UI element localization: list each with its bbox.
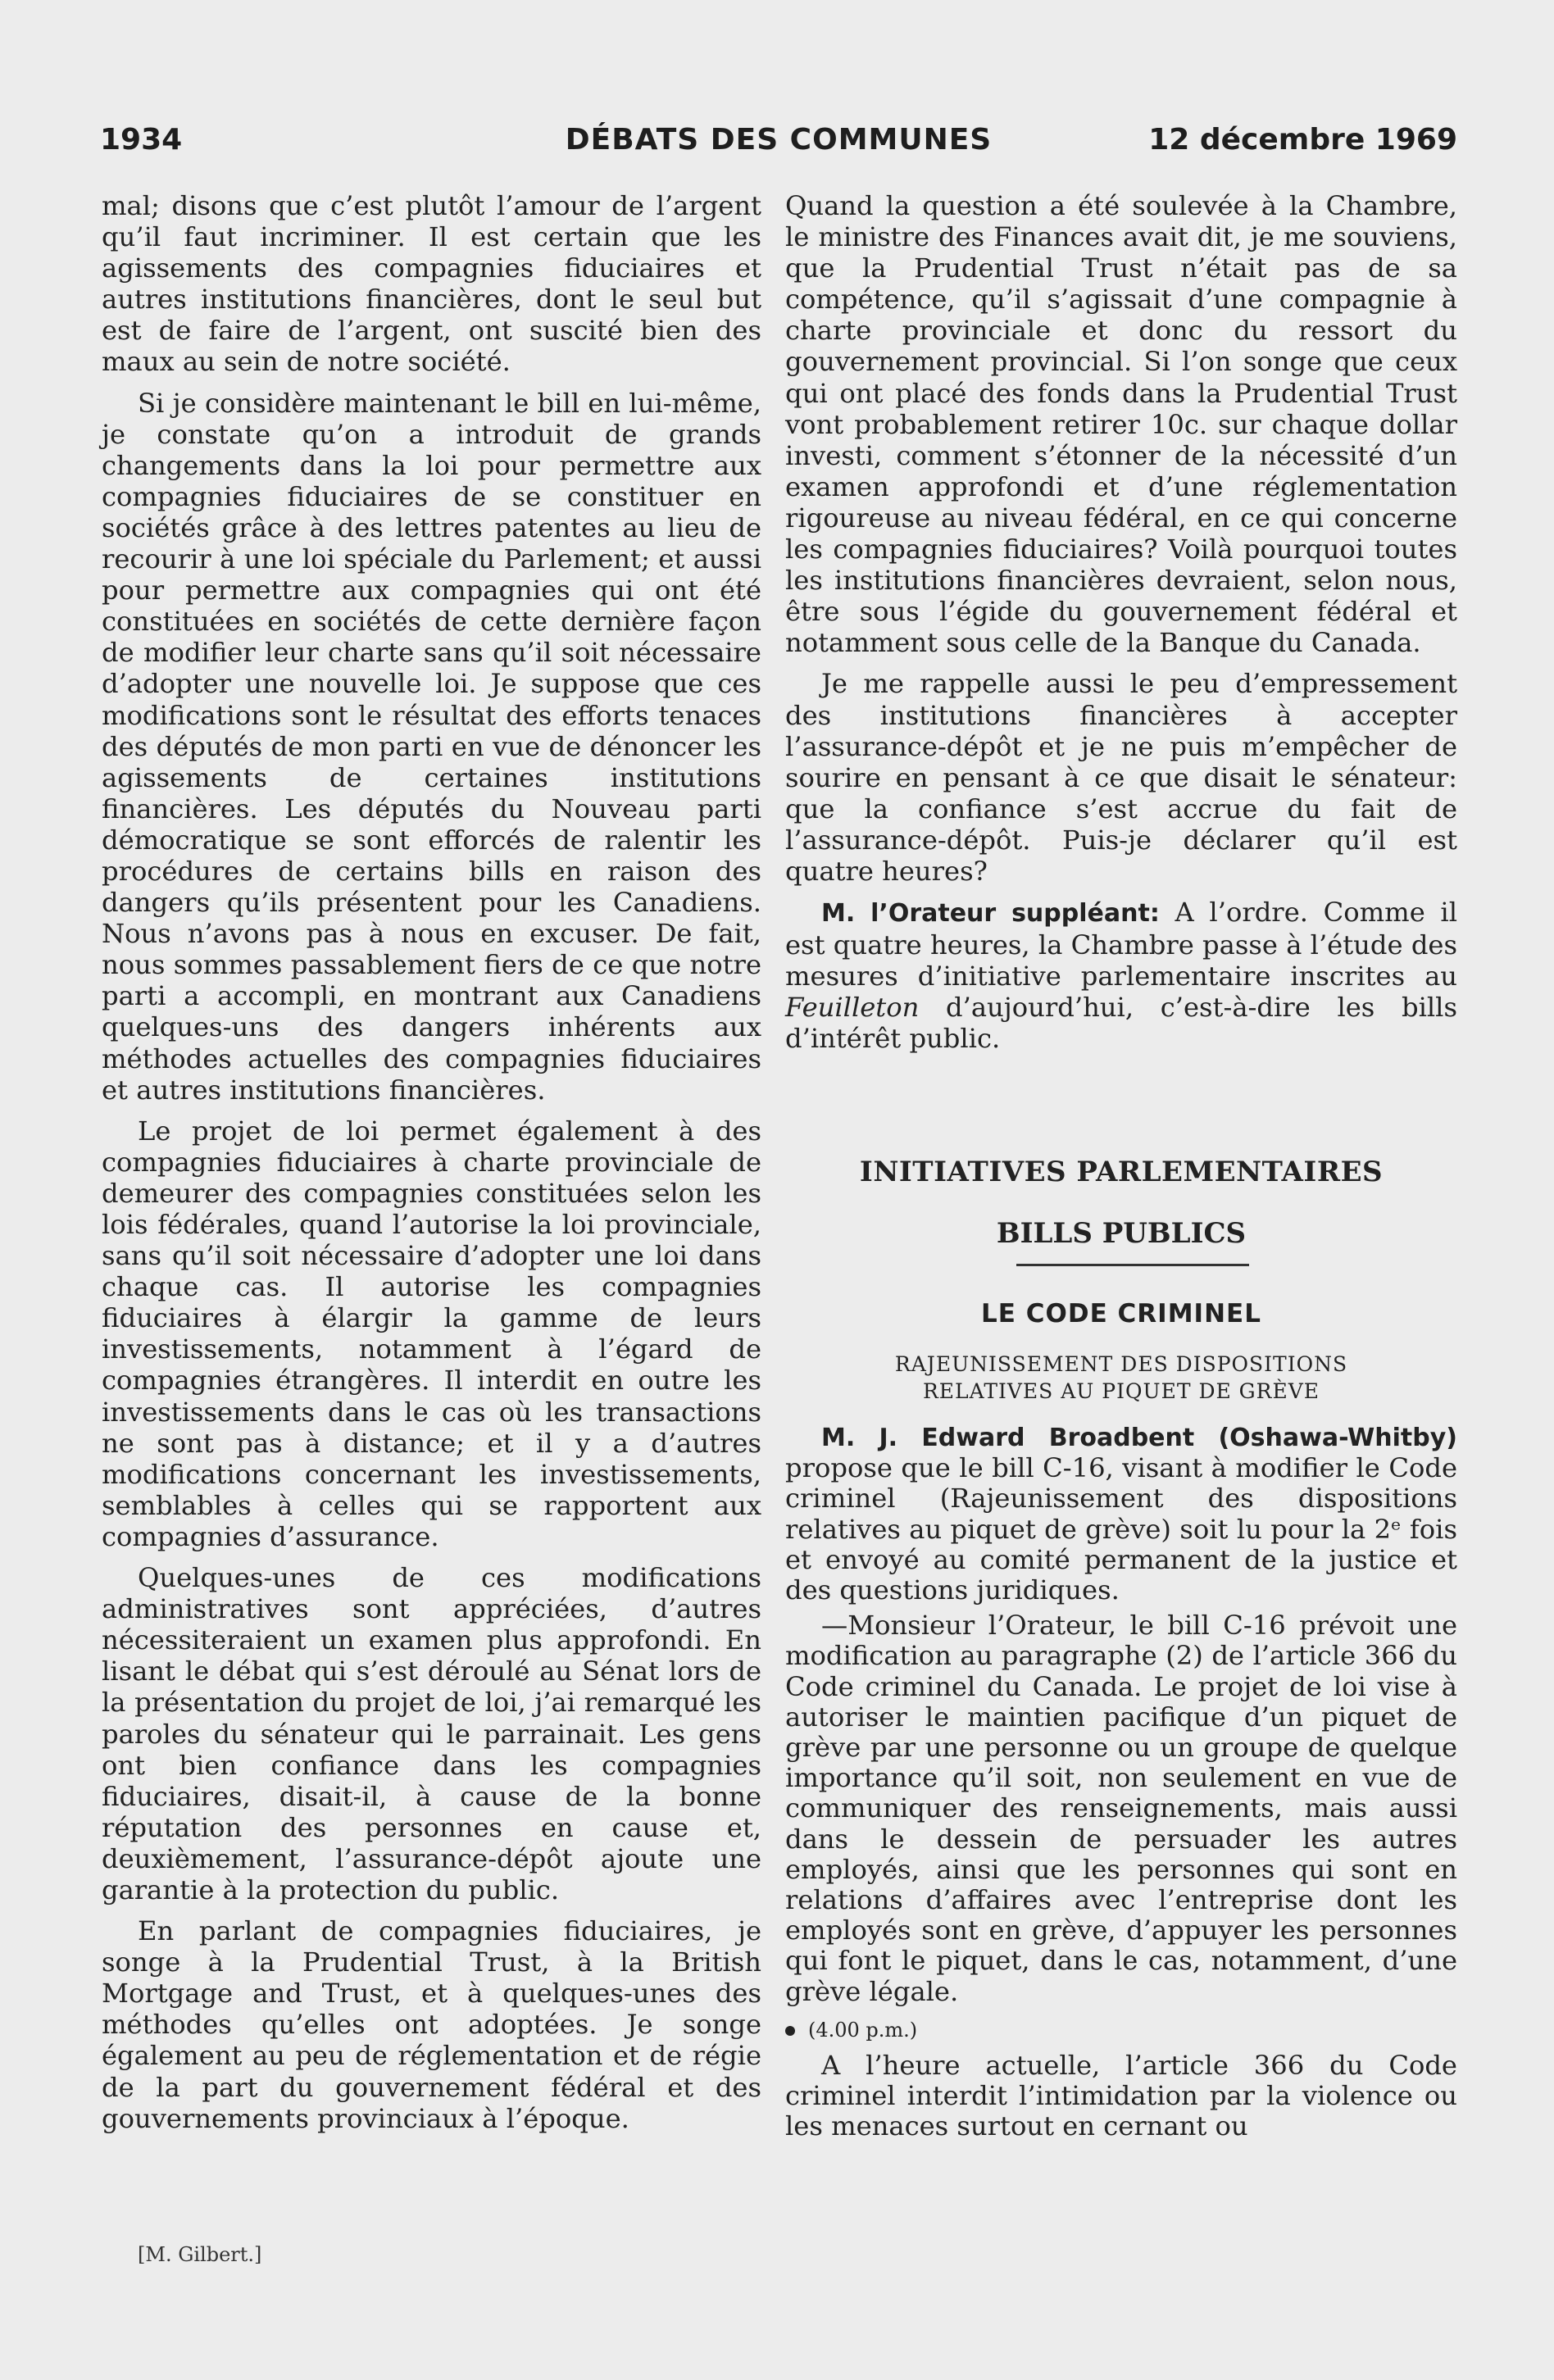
publication-date: 12 décembre 1969 — [1148, 123, 1457, 157]
italic-term: Feuilleton — [785, 992, 920, 1024]
paragraph: Quand la question a été soulevée à la Chambre, le ministre des Finances avait dit, je me souviens, que la Prudential Trust n’était pas de sa compétence, qu’il s’agissait d’une compagnie à charte provinciale et donc du ressort du gouvernement provincial. Si l’on songe que ceux qui ont placé des fonds dans la Prudential Trust vont probablement retirer 10c. sur chaque dollar investi, comment s’étonner de la nécessité d’un examen approfondi et d’une réglementation rigoureuse au niveau fédéral, en ce qui concerne les compagnies fiduciaires? Voilà pourquoi toutes les institutions financières devraient, selon nous, être sous l’égide du gouvernement fédéral et notamment sous celle de la Banque du Canada. — [785, 190, 1457, 659]
heading-divider — [1016, 1264, 1249, 1266]
subtopic-line: RAJEUNISSEMENT DES DISPOSITIONS — [894, 1352, 1348, 1376]
publication-title: DÉBATS DES COMMUNES — [565, 123, 993, 157]
paragraph: Le projet de loi permet également à des compagnies fiduciaires à charte provinciale de demeurer des compagnies constituées selon les lois fédérales, quand l’autorise la loi provinciale, sans qu’il soit nécessaire d’adopter une loi dans chaque cas. Il autorise les compagnies fiduciaires à élargir la gamme de leurs investissements, notamment à l’égard de compagnies étrangères. Il interdit en outre les investissements dans le cas où les transactions ne sont pas à distance; et il y a d’autres modifications concernant les investissements, semblables à celles qui se rapportent aux compagnies d’assurance. — [102, 1115, 761, 1552]
page-header — [100, 123, 1457, 172]
paragraph: En parlant de compagnies fiduciaires, je songe à la Prudential Trust, à la British Mortgage and Trust, et à quelques-unes des méthodes qu’elles ont adoptées. Je songe également au peu de réglementation et de régie de la part du gouvernement fédéral et des gouvernements provinciaux à l’époque. — [102, 1915, 761, 2134]
speaker-text: propose que le bill C-16, visant à modifier le Code criminel (Rajeunissement des dispositions relatives au piquet de grève) soit lu pour la 2ᵉ fois et envoyé au comité permanent de la justice et des questions juridiques. — [785, 1452, 1457, 1606]
section-subtopic — [785, 1351, 1457, 1405]
speaker-paragraph — [785, 897, 1457, 1054]
speaker-text: d’aujourd’hui, c’est-à-dire les bills d’intérêt public. — [785, 992, 1457, 1055]
speaker-signature: [M. Gilbert.] — [138, 2243, 262, 2266]
right-column-bottom — [785, 1422, 1457, 2142]
time-marker-text: (4.00 p.m.) — [808, 2018, 918, 2042]
section-heading-main: INITIATIVES PARLEMENTAIRES — [859, 1156, 1384, 1188]
speaker-text: A l’ordre. Comme il est quatre heures, la Chambre passe à l’étude des mesures d’initiative parlementaire inscrites au — [785, 897, 1458, 992]
bullet-icon — [785, 2026, 795, 2036]
subtopic-line: RELATIVES AU PIQUET DE GRÈVE — [922, 1379, 1320, 1403]
section-heading-sub: BILLS PUBLICS — [996, 1217, 1247, 1250]
left-column — [102, 190, 761, 2134]
paragraph: mal; disons que c’est plutôt l’amour de l’argent qu’il faut incriminer. Il est certain que les agissements des compagnies fiduciaires et autres institutions financières, dont le seul but est de faire de l’argent, ont suscité bien des maux au sein de notre société. — [102, 190, 761, 378]
right-column-top — [785, 190, 1457, 1055]
paragraph: —Monsieur l’Orateur, le bill C-16 prévoit une modification au paragraphe (2) de l’article 366 du Code criminel du Canada. Le projet de loi vise à autoriser le maintien pacifique d’un piquet de grève par une personne ou un groupe de quelque importance qu’il soit, non seulement en vue de communiquer des renseignements, mais aussi dans le dessein de persuader les autres employés, ainsi que les personnes qui sont en relations d’affaires avec l’entreprise dont les employés sont en grève, d’appuyer les personnes qui font le piquet, dans le cas, notamment, d’une grève légale. — [785, 1610, 1457, 2007]
paragraph: Quelques-unes de ces modifications administratives sont appréciées, d’autres nécessiteraient un examen plus approfondi. En lisant le débat qui s’est déroulé au Sénat lors de la présentation du projet de loi, j’ai remarqué les paroles du sénateur qui le parrainait. Les gens ont bien confiance dans les compagnies fiduciaires, disait-il, à cause de la bonne réputation des personnes en cause et, deuxièmement, l’assurance-dépôt ajoute une garantie à la protection du public. — [102, 1562, 761, 1905]
paragraph: Si je considère maintenant le bill en lui-même, je constate qu’on a introduit de grands changements dans la loi pour permettre aux compagnies fiduciaires de se constituer en sociétés grâce à des lettres patentes au lieu de recourir à une loi spéciale du Parlement; et aussi pour permettre aux compagnies qui ont été constituées en sociétés de cette dernière façon de modifier leur charte sans qu’il soit nécessaire d’adopter une nouvelle loi. Je suppose que ces modifications sont le résultat des efforts tenaces des députés de mon parti en vue de dénoncer les agissements de certaines institutions financières. Les députés du Nouveau parti démocratique se sont efforcés de ralentir les procédures de certains bills en raison des dangers qu’ils présentent pour les Canadiens. Nous n’avons pas à nous en excuser. De fait, nous sommes passablement fiers de ce que notre parti a accompli, en montrant aux Canadiens quelques-uns des dangers inhérents aux méthodes actuelles des compagnies fiduciaires et autres institutions financières. — [102, 387, 761, 1106]
paragraph: Je me rappelle aussi le peu d’empressement des institutions financières à accepter l’assurance-dépôt et je ne puis m’empêcher de sourire en pensant à ce que disait le sénateur: que la confiance s’est accrue du fait de l’assurance-dépôt. Puis-je déclarer qu’il est quatre heures? — [785, 668, 1457, 887]
time-marker — [785, 2015, 1457, 2046]
section-topic: LE CODE CRIMINEL — [981, 1299, 1261, 1329]
speaker-name: M. l’Orateur suppléant: — [821, 899, 1160, 929]
page-number: 1934 — [100, 123, 183, 157]
paragraph: A l’heure actuelle, l’article 366 du Code criminel interdit l’intimidation par la violence ou les menaces surtout en cernant ou — [785, 2050, 1457, 2142]
speaker-paragraph — [785, 1422, 1457, 1606]
speaker-name: M. J. Edward Broadbent (Oshawa-Whitby) — [821, 1424, 1457, 1452]
